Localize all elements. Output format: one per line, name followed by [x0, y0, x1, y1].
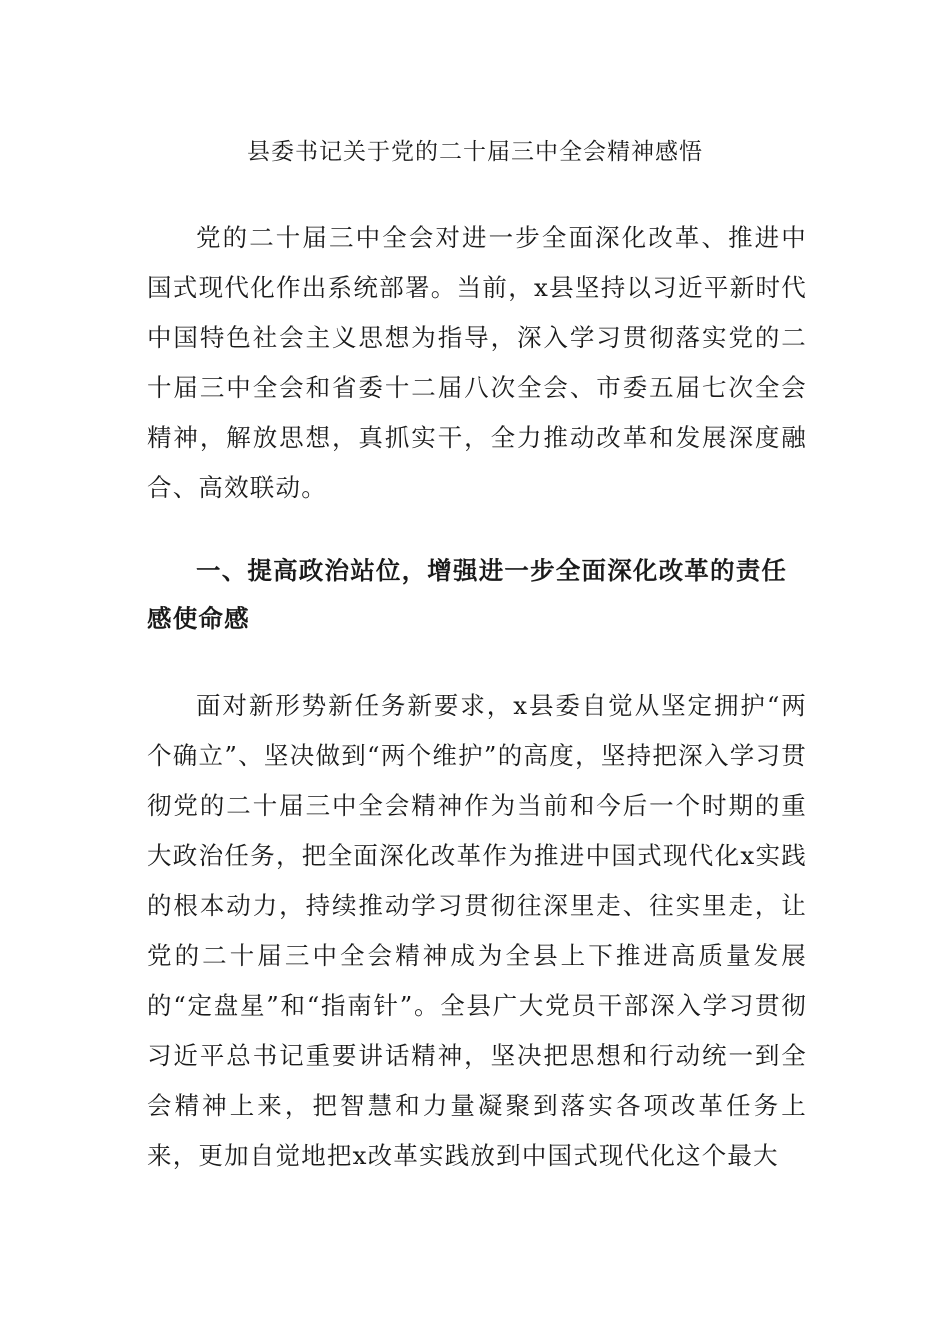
intro-paragraph: 党的二十届三中全会对进一步全面深化改革、推进中国式现代化作出系统部署。当前，x县坚持以习近平新时代中国特色社会主义思想为指导，深入学习贯彻落实党的二十届三中全会和省委十二届八次全会、市委五届七次全会精神，解放思想，真抓实干，全力推动改革和发展深度融合、高效联动。: [147, 223, 807, 502]
section-1-heading: 一、提高政治站位，增强进一步全面深化改革的责任感使命感: [147, 556, 788, 633]
document-title: 县委书记关于党的二十届三中全会精神感悟: [247, 139, 703, 165]
section-1-paragraph: 面对新形势新任务新要求，x县委自觉从坚定拥护“两个确立”、坚决做到“两个维护”的高度，坚持把深入学习贯彻党的二十届三中全会精神作为当前和今后一个时期的重大政治任务，把全面深化改革作为推进中国式现代化x实践的根本动力，持续推动学习贯彻往深里走、往实里走，让党的二十届三中全会精神成为全县上下推进高质量发展的“定盘星”和“指南针”。全县广大党员干部深入学习贯彻习近平总书记重要讲话精神，坚决把思想和行动统一到全会精神上来，把智慧和力量凝聚到落实各项改革任务上来，更加自觉地把x改革实践放到中国式现代化这个最大: [147, 691, 807, 1170]
